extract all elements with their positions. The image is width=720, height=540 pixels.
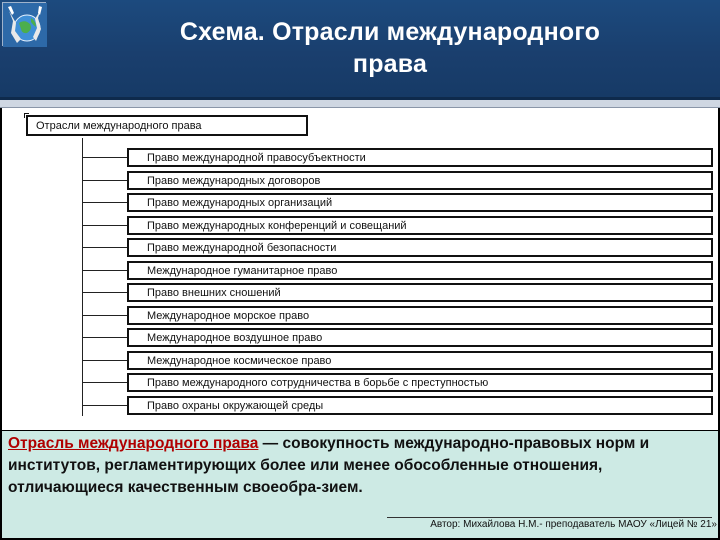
scheme-branch-line xyxy=(82,247,127,248)
scheme-item-box: Право международного сотрудничества в борьбе с преступностью xyxy=(127,373,713,392)
scheme-item-box: Право внешних сношений xyxy=(127,283,713,302)
header-bar xyxy=(0,0,720,100)
scheme-diagram xyxy=(0,108,720,430)
header-divider xyxy=(0,100,720,108)
scheme-branch-line xyxy=(82,405,127,406)
slide-title-line1: Схема. Отрасли международного xyxy=(179,18,601,46)
definition-text xyxy=(8,433,708,499)
scheme-branch-line xyxy=(82,180,127,181)
slide-title xyxy=(90,16,690,80)
slide-title-line2: права xyxy=(352,50,428,78)
scheme-item-box: Право международных договоров xyxy=(127,171,713,190)
definition-body: — совокупность международно-правовых норм и институтов, регламентирующих более или менее обособленные отношения, отличающиеся качественным своеобра-зием. xyxy=(8,435,650,496)
scheme-item-box: Право международной безопасности xyxy=(127,238,713,257)
scheme-branch-line xyxy=(82,382,127,383)
scheme-root-box: Отрасли международного права xyxy=(26,115,308,136)
scheme-branch-line xyxy=(82,337,127,338)
scheme-branch-line xyxy=(82,225,127,226)
scheme-branch-line xyxy=(82,202,127,203)
scheme-branch-line xyxy=(82,292,127,293)
scheme-item-box: Право международных организаций xyxy=(127,193,713,212)
scheme-item-box: Международное воздушное право xyxy=(127,328,713,347)
globe-hands-icon xyxy=(2,2,46,46)
scheme-item-box: Право международных конференций и совещаний xyxy=(127,216,713,235)
scheme-branch-line xyxy=(82,270,127,271)
scheme-branch-line xyxy=(82,360,127,361)
author-credit: Автор: Михайлова Н.М.- преподаватель МАОУ «Лицей № 21» xyxy=(430,519,717,530)
author-divider xyxy=(387,517,712,518)
scheme-item-box: Международное морское право xyxy=(127,306,713,325)
scheme-branch-line xyxy=(82,315,127,316)
scheme-branch-line xyxy=(82,157,127,158)
scheme-item-box: Международное гуманитарное право xyxy=(127,261,713,280)
definition-term: Отрасль международного права xyxy=(8,435,259,452)
scheme-item-box: Право охраны окружающей среды xyxy=(127,396,713,415)
definition-panel xyxy=(0,430,720,540)
scheme-item-box: Право международной правосубъектности xyxy=(127,148,713,167)
scheme-item-box: Международное космическое право xyxy=(127,351,713,370)
